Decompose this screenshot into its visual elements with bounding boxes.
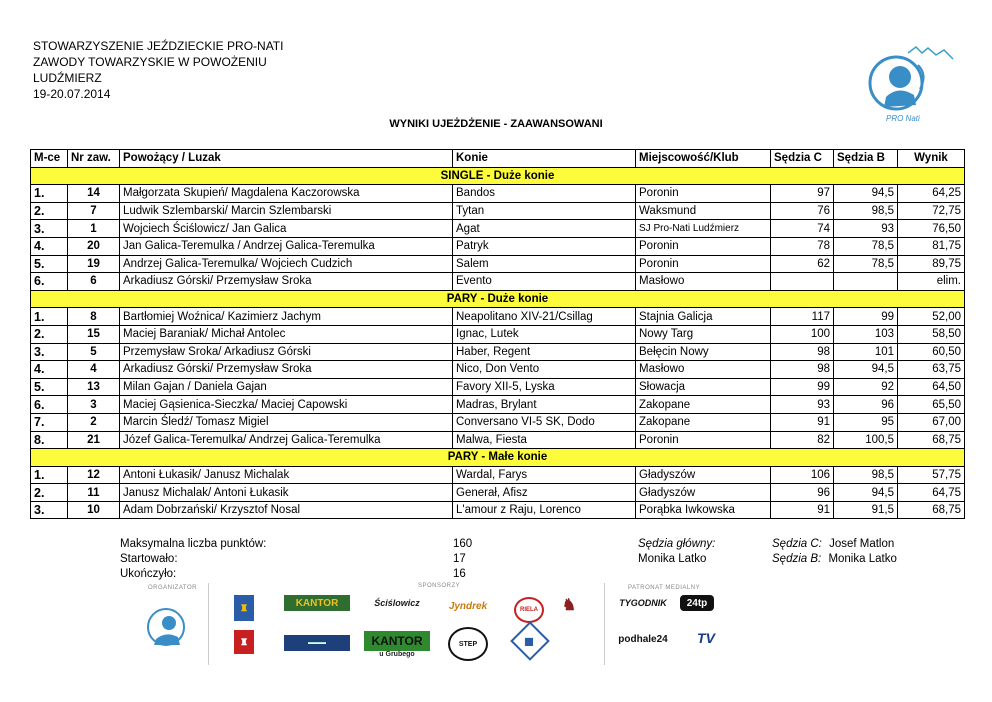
cell-club: Poronin	[636, 431, 771, 449]
cell-horses: Agat	[453, 220, 636, 238]
cell-club: Gładyszów	[636, 466, 771, 484]
started-label: Startowało:	[120, 553, 178, 565]
organizer-logo	[136, 601, 200, 659]
cell-driver: Maciej Gąsienica-Sieczka/ Maciej Capowski	[120, 396, 453, 414]
cell-result: 67,00	[898, 413, 965, 431]
cell-horses: Conversano VI-5 SK, Dodo	[453, 413, 636, 431]
cell-place: 2.	[31, 325, 68, 343]
cell-result: 60,50	[898, 343, 965, 361]
cell-place: 4.	[31, 361, 68, 379]
cell-b: 101	[834, 343, 898, 361]
header-line-2: ZAWODY TOWARZYSKIE W POWOŻENIU	[33, 55, 267, 69]
cell-club: Masłowo	[636, 361, 771, 379]
table-row	[31, 273, 965, 291]
cell-horses: Neapolitano XIV-21/Csillag	[453, 308, 636, 326]
cell-club: Porąbka Iwkowska	[636, 501, 771, 519]
cell-place: 2.	[31, 202, 68, 220]
footer-stats	[120, 537, 266, 582]
cell-nr: 3	[68, 396, 120, 414]
cell-nr: 19	[68, 255, 120, 273]
cell-b: 94,5	[834, 361, 898, 379]
cell-c: 96	[771, 484, 834, 502]
cell-b: 103	[834, 325, 898, 343]
cell-c: 99	[771, 378, 834, 396]
media-logo: TV	[697, 630, 715, 646]
cell-b: 99	[834, 308, 898, 326]
section-title: SINGLE - Duże konie	[31, 167, 965, 185]
cell-c: 93	[771, 396, 834, 414]
header-line-1: STOWARZYSZENIE JEŹDZIECKIE PRO-NATI	[33, 39, 284, 53]
cell-driver: Arkadiusz Górski/ Przemysław Sroka	[120, 273, 453, 291]
cell-nr: 4	[68, 361, 120, 379]
cell-club: SJ Pro-Nati Ludźmierz	[636, 220, 771, 238]
cell-place: 3.	[31, 220, 68, 238]
sponsor-logo: KANTOR	[364, 631, 430, 651]
cell-club: Zakopane	[636, 396, 771, 414]
cell-driver: Andrzej Galica-Teremulka/ Wojciech Cudzich	[120, 255, 453, 273]
media-logo: TYGODNIK	[619, 598, 667, 608]
cell-c	[771, 273, 834, 291]
cell-driver: Ludwik Szlembarski/ Marcin Szlembarski	[120, 202, 453, 220]
column-header: Nr zaw.	[68, 150, 120, 168]
table-row	[31, 220, 965, 238]
cell-c: 106	[771, 466, 834, 484]
sponsor-strip	[118, 583, 748, 673]
cell-result: 57,75	[898, 466, 965, 484]
cell-b: 100,5	[834, 431, 898, 449]
cell-nr: 12	[68, 466, 120, 484]
cell-club: Nowy Targ	[636, 325, 771, 343]
sponsor-logo-bank-icon: ▬▬▬	[284, 635, 350, 651]
sponsors-label: SPONSORZY	[418, 583, 461, 589]
cell-nr: 20	[68, 237, 120, 255]
horse-emblem-icon: ♞	[561, 597, 577, 614]
cell-club: Zakopane	[636, 413, 771, 431]
media-label: PATRONAT MEDIALNY	[628, 585, 701, 591]
cell-place: 8.	[31, 431, 68, 449]
cell-result: 64,75	[898, 484, 965, 502]
table-row	[31, 255, 965, 273]
cell-driver: Antoni Łukasik/ Janusz Michalak	[120, 466, 453, 484]
cell-result: 52,00	[898, 308, 965, 326]
cell-c: 62	[771, 255, 834, 273]
cell-nr: 7	[68, 202, 120, 220]
table-row	[31, 431, 965, 449]
cell-c: 78	[771, 237, 834, 255]
table-header-row	[31, 150, 965, 168]
cell-driver: Arkadiusz Górski/ Przemysław Sroka	[120, 361, 453, 379]
cell-club: Słowacja	[636, 378, 771, 396]
header-date: 19-20.07.2014	[33, 87, 111, 101]
cell-nr: 5	[68, 343, 120, 361]
table-row	[31, 484, 965, 502]
table-row	[31, 378, 965, 396]
column-header: M-ce	[31, 150, 68, 168]
cell-c: 91	[771, 413, 834, 431]
cell-driver: Milan Gajan / Daniela Gajan	[120, 378, 453, 396]
sponsor-logo: Jyndrek	[448, 600, 488, 612]
cell-horses: Bandos	[453, 185, 636, 203]
judge-c-name: Josef Matlon	[829, 538, 895, 550]
table-row	[31, 466, 965, 484]
cell-driver: Janusz Michalak/ Antoni Łukasik	[120, 484, 453, 502]
cell-horses: Patryk	[453, 237, 636, 255]
cell-b: 98,5	[834, 202, 898, 220]
judge-b-label: Sędzia B:	[772, 553, 822, 565]
cell-b: 95	[834, 413, 898, 431]
cell-place: 3.	[31, 343, 68, 361]
judge-c	[772, 537, 894, 552]
cell-club: Stajnia Galicja	[636, 308, 771, 326]
cell-club: Waksmund	[636, 202, 771, 220]
sponsor-logo: Ściślowicz	[374, 598, 420, 608]
table-row	[31, 308, 965, 326]
column-header: Powożący / Luzak	[120, 150, 453, 168]
cell-driver: Józef Galica-Teremulka/ Andrzej Galica-Teremulka	[120, 431, 453, 449]
cell-horses: Malwa, Fiesta	[453, 431, 636, 449]
cell-b: 96	[834, 396, 898, 414]
chief-judge	[638, 537, 715, 567]
cell-nr: 6	[68, 273, 120, 291]
table-row	[31, 396, 965, 414]
judge-c-label: Sędzia C:	[772, 538, 822, 550]
cell-horses: Favory XII-5, Lyska	[453, 378, 636, 396]
cell-club: Poronin	[636, 185, 771, 203]
cell-place: 6.	[31, 273, 68, 291]
cell-result: 58,50	[898, 325, 965, 343]
section-header-row	[31, 167, 965, 185]
cell-horses: Evento	[453, 273, 636, 291]
table-row	[31, 325, 965, 343]
footer-values	[453, 537, 472, 582]
cell-result: 64,25	[898, 185, 965, 203]
cell-place: 7.	[31, 413, 68, 431]
cell-b: 94,5	[834, 484, 898, 502]
table-row	[31, 343, 965, 361]
cell-c: 82	[771, 431, 834, 449]
cell-b: 78,5	[834, 237, 898, 255]
table-row	[31, 185, 965, 203]
cell-c: 76	[771, 202, 834, 220]
media-logo: 24tp	[680, 595, 714, 611]
section-title: PARY - Małe konie	[31, 449, 965, 467]
municipality-crest-icon: ♜	[234, 595, 254, 621]
cell-horses: Haber, Regent	[453, 343, 636, 361]
cell-driver: Adam Dobrzański/ Krzysztof Nosal	[120, 501, 453, 519]
table-row	[31, 413, 965, 431]
sponsor-shield-icon: ◆	[510, 621, 550, 661]
cell-club: Poronin	[636, 237, 771, 255]
cell-b: 91,5	[834, 501, 898, 519]
cell-place: 5.	[31, 255, 68, 273]
judge-b	[772, 552, 897, 567]
finished-label: Ukończyło:	[120, 568, 177, 580]
section-header-row	[31, 449, 965, 467]
cell-club: Bełęcin Nowy	[636, 343, 771, 361]
county-crest-icon: ♜	[234, 630, 254, 654]
max-points-label: Maksymalna liczba punktów:	[120, 538, 267, 550]
started-value: 17	[453, 553, 466, 565]
cell-c: 91	[771, 501, 834, 519]
cell-horses: Generał, Afisz	[453, 484, 636, 502]
cell-club: Poronin	[636, 255, 771, 273]
sponsor-logo: RIELA	[514, 597, 544, 623]
judge-b-name: Monika Latko	[828, 553, 897, 565]
cell-place: 4.	[31, 237, 68, 255]
cell-b: 98,5	[834, 466, 898, 484]
cell-result: elim.	[898, 273, 965, 291]
cell-club: Masłowo	[636, 273, 771, 291]
cell-nr: 10	[68, 501, 120, 519]
cell-result: 89,75	[898, 255, 965, 273]
cell-b: 78,5	[834, 255, 898, 273]
sponsor-logo: u Grubego	[379, 650, 415, 658]
cell-place: 3.	[31, 501, 68, 519]
column-header: Sędzia C	[771, 150, 834, 168]
cell-nr: 14	[68, 185, 120, 203]
cell-b	[834, 273, 898, 291]
chief-judge-name: Monika Latko	[638, 553, 707, 565]
cell-place: 1.	[31, 308, 68, 326]
column-header: Miejscowość/Klub	[636, 150, 771, 168]
cell-result: 72,75	[898, 202, 965, 220]
column-header: Konie	[453, 150, 636, 168]
cell-place: 2.	[31, 484, 68, 502]
cell-driver: Przemysław Sroka/ Arkadiusz Górski	[120, 343, 453, 361]
results-table	[30, 149, 965, 519]
chief-judge-label: Sędzia główny:	[638, 538, 716, 550]
cell-driver: Wojciech Ściślowicz/ Jan Galica	[120, 220, 453, 238]
cell-nr: 21	[68, 431, 120, 449]
cell-driver: Marcin Śledź/ Tomasz Migiel	[120, 413, 453, 431]
cell-horses: Wardal, Farys	[453, 466, 636, 484]
sponsor-logo: STEP	[448, 627, 488, 661]
cell-horses: Ignac, Lutek	[453, 325, 636, 343]
cell-horses: Nico, Don Vento	[453, 361, 636, 379]
page-title: WYNIKI UJEŻDŻENIE - ZAAWANSOWANI	[389, 118, 603, 130]
cell-place: 1.	[31, 185, 68, 203]
logo-text: PRO Nati	[886, 114, 920, 123]
cell-nr: 15	[68, 325, 120, 343]
cell-nr: 13	[68, 378, 120, 396]
cell-nr: 11	[68, 484, 120, 502]
cell-result: 68,75	[898, 501, 965, 519]
cell-result: 81,75	[898, 237, 965, 255]
results-body	[31, 167, 965, 519]
cell-horses: Tytan	[453, 202, 636, 220]
sponsor-logo: KANTOR	[284, 595, 350, 611]
organizer-header	[33, 38, 283, 102]
max-points-value: 160	[453, 538, 473, 550]
table-row	[31, 202, 965, 220]
media-logo: podhale24	[618, 633, 668, 645]
cell-c: 100	[771, 325, 834, 343]
table-row	[31, 237, 965, 255]
table-row	[31, 361, 965, 379]
cell-place: 1.	[31, 466, 68, 484]
cell-horses: L'amour z Raju, Lorenco	[453, 501, 636, 519]
cell-result: 65,50	[898, 396, 965, 414]
cell-nr: 8	[68, 308, 120, 326]
cell-c: 98	[771, 343, 834, 361]
cell-c: 97	[771, 185, 834, 203]
cell-nr: 2	[68, 413, 120, 431]
cell-b: 92	[834, 378, 898, 396]
cell-b: 94,5	[834, 185, 898, 203]
cell-result: 68,75	[898, 431, 965, 449]
cell-result: 63,75	[898, 361, 965, 379]
cell-nr: 1	[68, 220, 120, 238]
section-header-row	[31, 290, 965, 308]
column-header: Sędzia B	[834, 150, 898, 168]
cell-b: 93	[834, 220, 898, 238]
cell-driver: Małgorzata Skupień/ Magdalena Kaczorowska	[120, 185, 453, 203]
cell-c: 117	[771, 308, 834, 326]
cell-result: 64,50	[898, 378, 965, 396]
cell-place: 6.	[31, 396, 68, 414]
section-title: PARY - Duże konie	[31, 290, 965, 308]
cell-horses: Madras, Brylant	[453, 396, 636, 414]
cell-driver: Jan Galica-Teremulka / Andrzej Galica-Teremulka	[120, 237, 453, 255]
cell-driver: Maciej Baraniak/ Michał Antolec	[120, 325, 453, 343]
cell-horses: Salem	[453, 255, 636, 273]
organizer-label: ORGANIZATOR	[148, 585, 197, 591]
pro-nati-logo	[858, 45, 958, 125]
cell-c: 74	[771, 220, 834, 238]
cell-driver: Bartłomiej Woźnica/ Kazimierz Jachym	[120, 308, 453, 326]
cell-place: 5.	[31, 378, 68, 396]
cell-c: 98	[771, 361, 834, 379]
header-line-3: LUDŹMIERZ	[33, 71, 102, 85]
table-row	[31, 501, 965, 519]
cell-club: Gładyszów	[636, 484, 771, 502]
cell-result: 76,50	[898, 220, 965, 238]
finished-value: 16	[453, 568, 466, 580]
column-header: Wynik	[898, 150, 965, 168]
